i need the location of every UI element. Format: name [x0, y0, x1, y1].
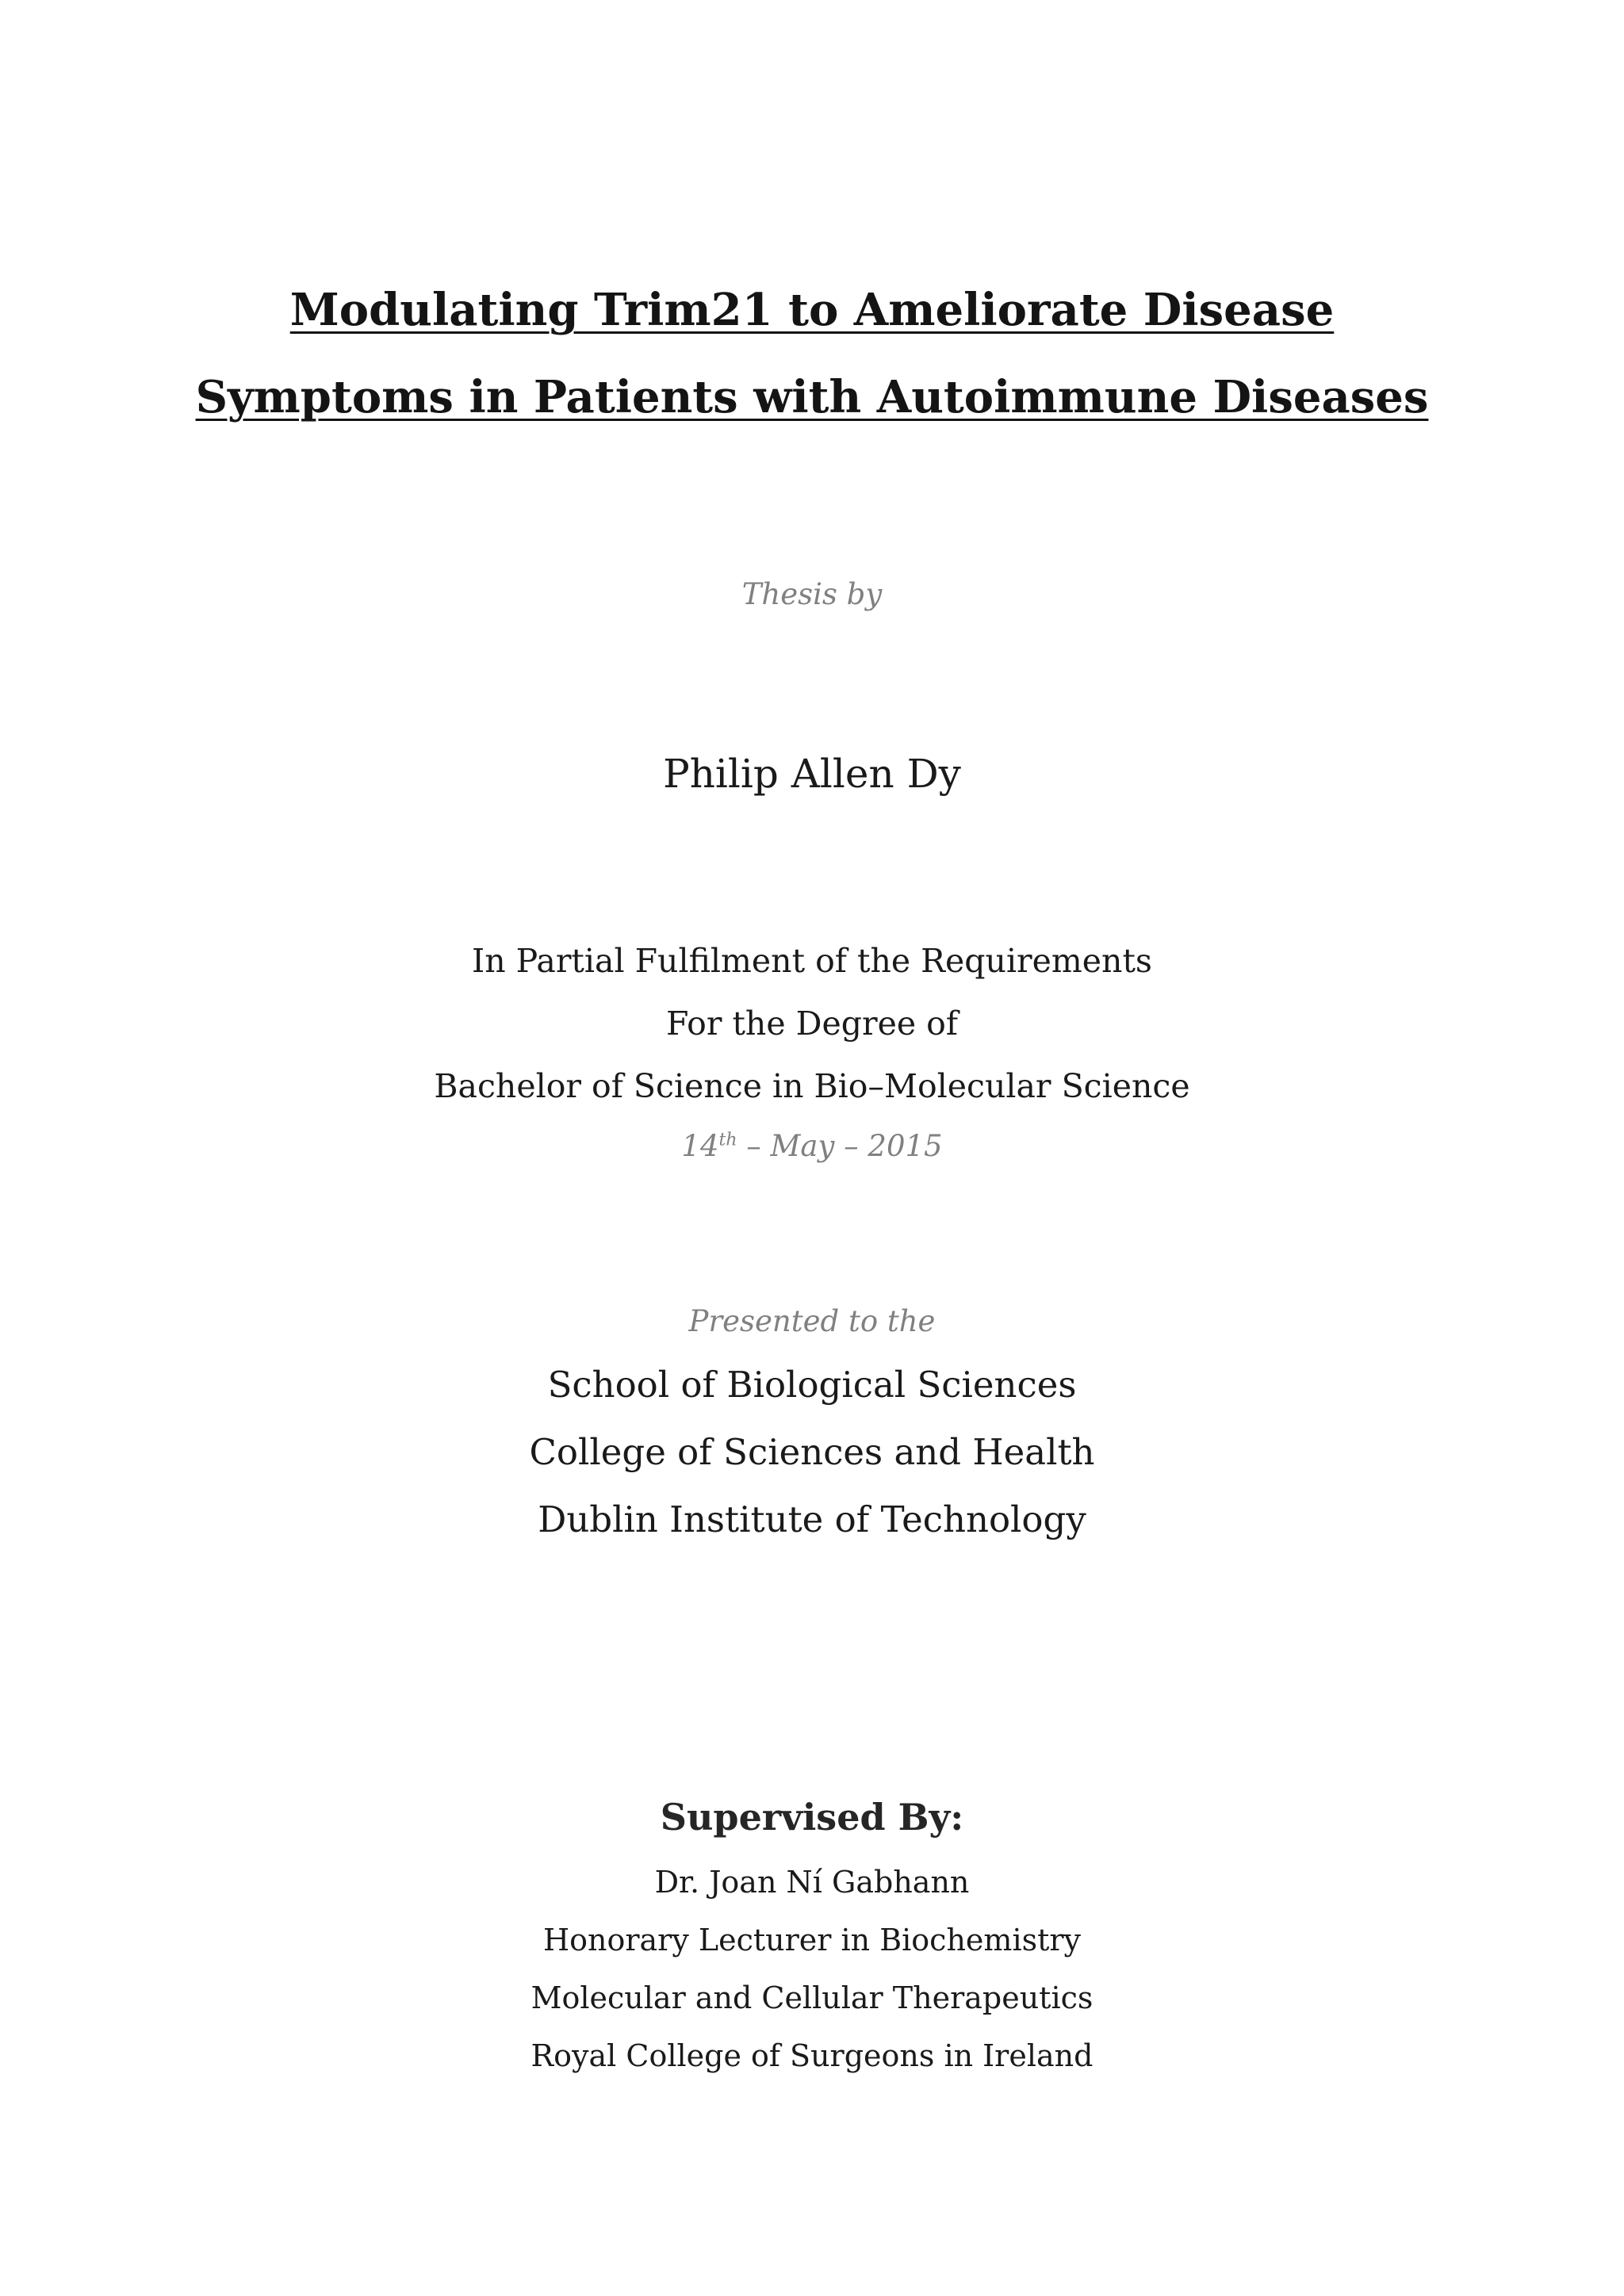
thesis-by-label: Thesis by [741, 577, 883, 611]
institution-university: Dublin Institute of Technology [538, 1498, 1086, 1540]
supervisor-role: Honorary Lecturer in Biochemistry [542, 1923, 1082, 1957]
submission-date [0, 1129, 1624, 1164]
institution-college: College of Sciences and Health [529, 1431, 1095, 1473]
date-month-year: – May – 2015 [737, 1129, 943, 1163]
supervised-by-heading: Supervised By: [660, 1796, 964, 1839]
supervisor-department: Molecular and Cellular Therapeutics [530, 1980, 1094, 2015]
degree-line-3: Bachelor of Science in Bio–Molecular Science [434, 1067, 1190, 1105]
date-day: 14 [681, 1129, 719, 1163]
author-name: Philip Allen Dy [663, 751, 961, 797]
date-day-suffix: th [718, 1130, 737, 1150]
thesis-title-line-1: Modulating Trim21 to Ameliorate Disease [289, 284, 1335, 336]
thesis-title-line-2: Symptoms in Patients with Autoimmune Diseases [195, 371, 1429, 423]
presented-to-label: Presented to the [688, 1304, 936, 1338]
supervisor-organisation: Royal College of Surgeons in Ireland [530, 2038, 1094, 2073]
degree-line-1: In Partial Fulfilment of the Requirements [472, 942, 1152, 980]
supervisor-name: Dr. Joan Ní Gabhann [654, 1865, 970, 1900]
institution-school: School of Biological Sciences [547, 1364, 1077, 1406]
degree-line-2: For the Degree of [665, 1004, 959, 1043]
